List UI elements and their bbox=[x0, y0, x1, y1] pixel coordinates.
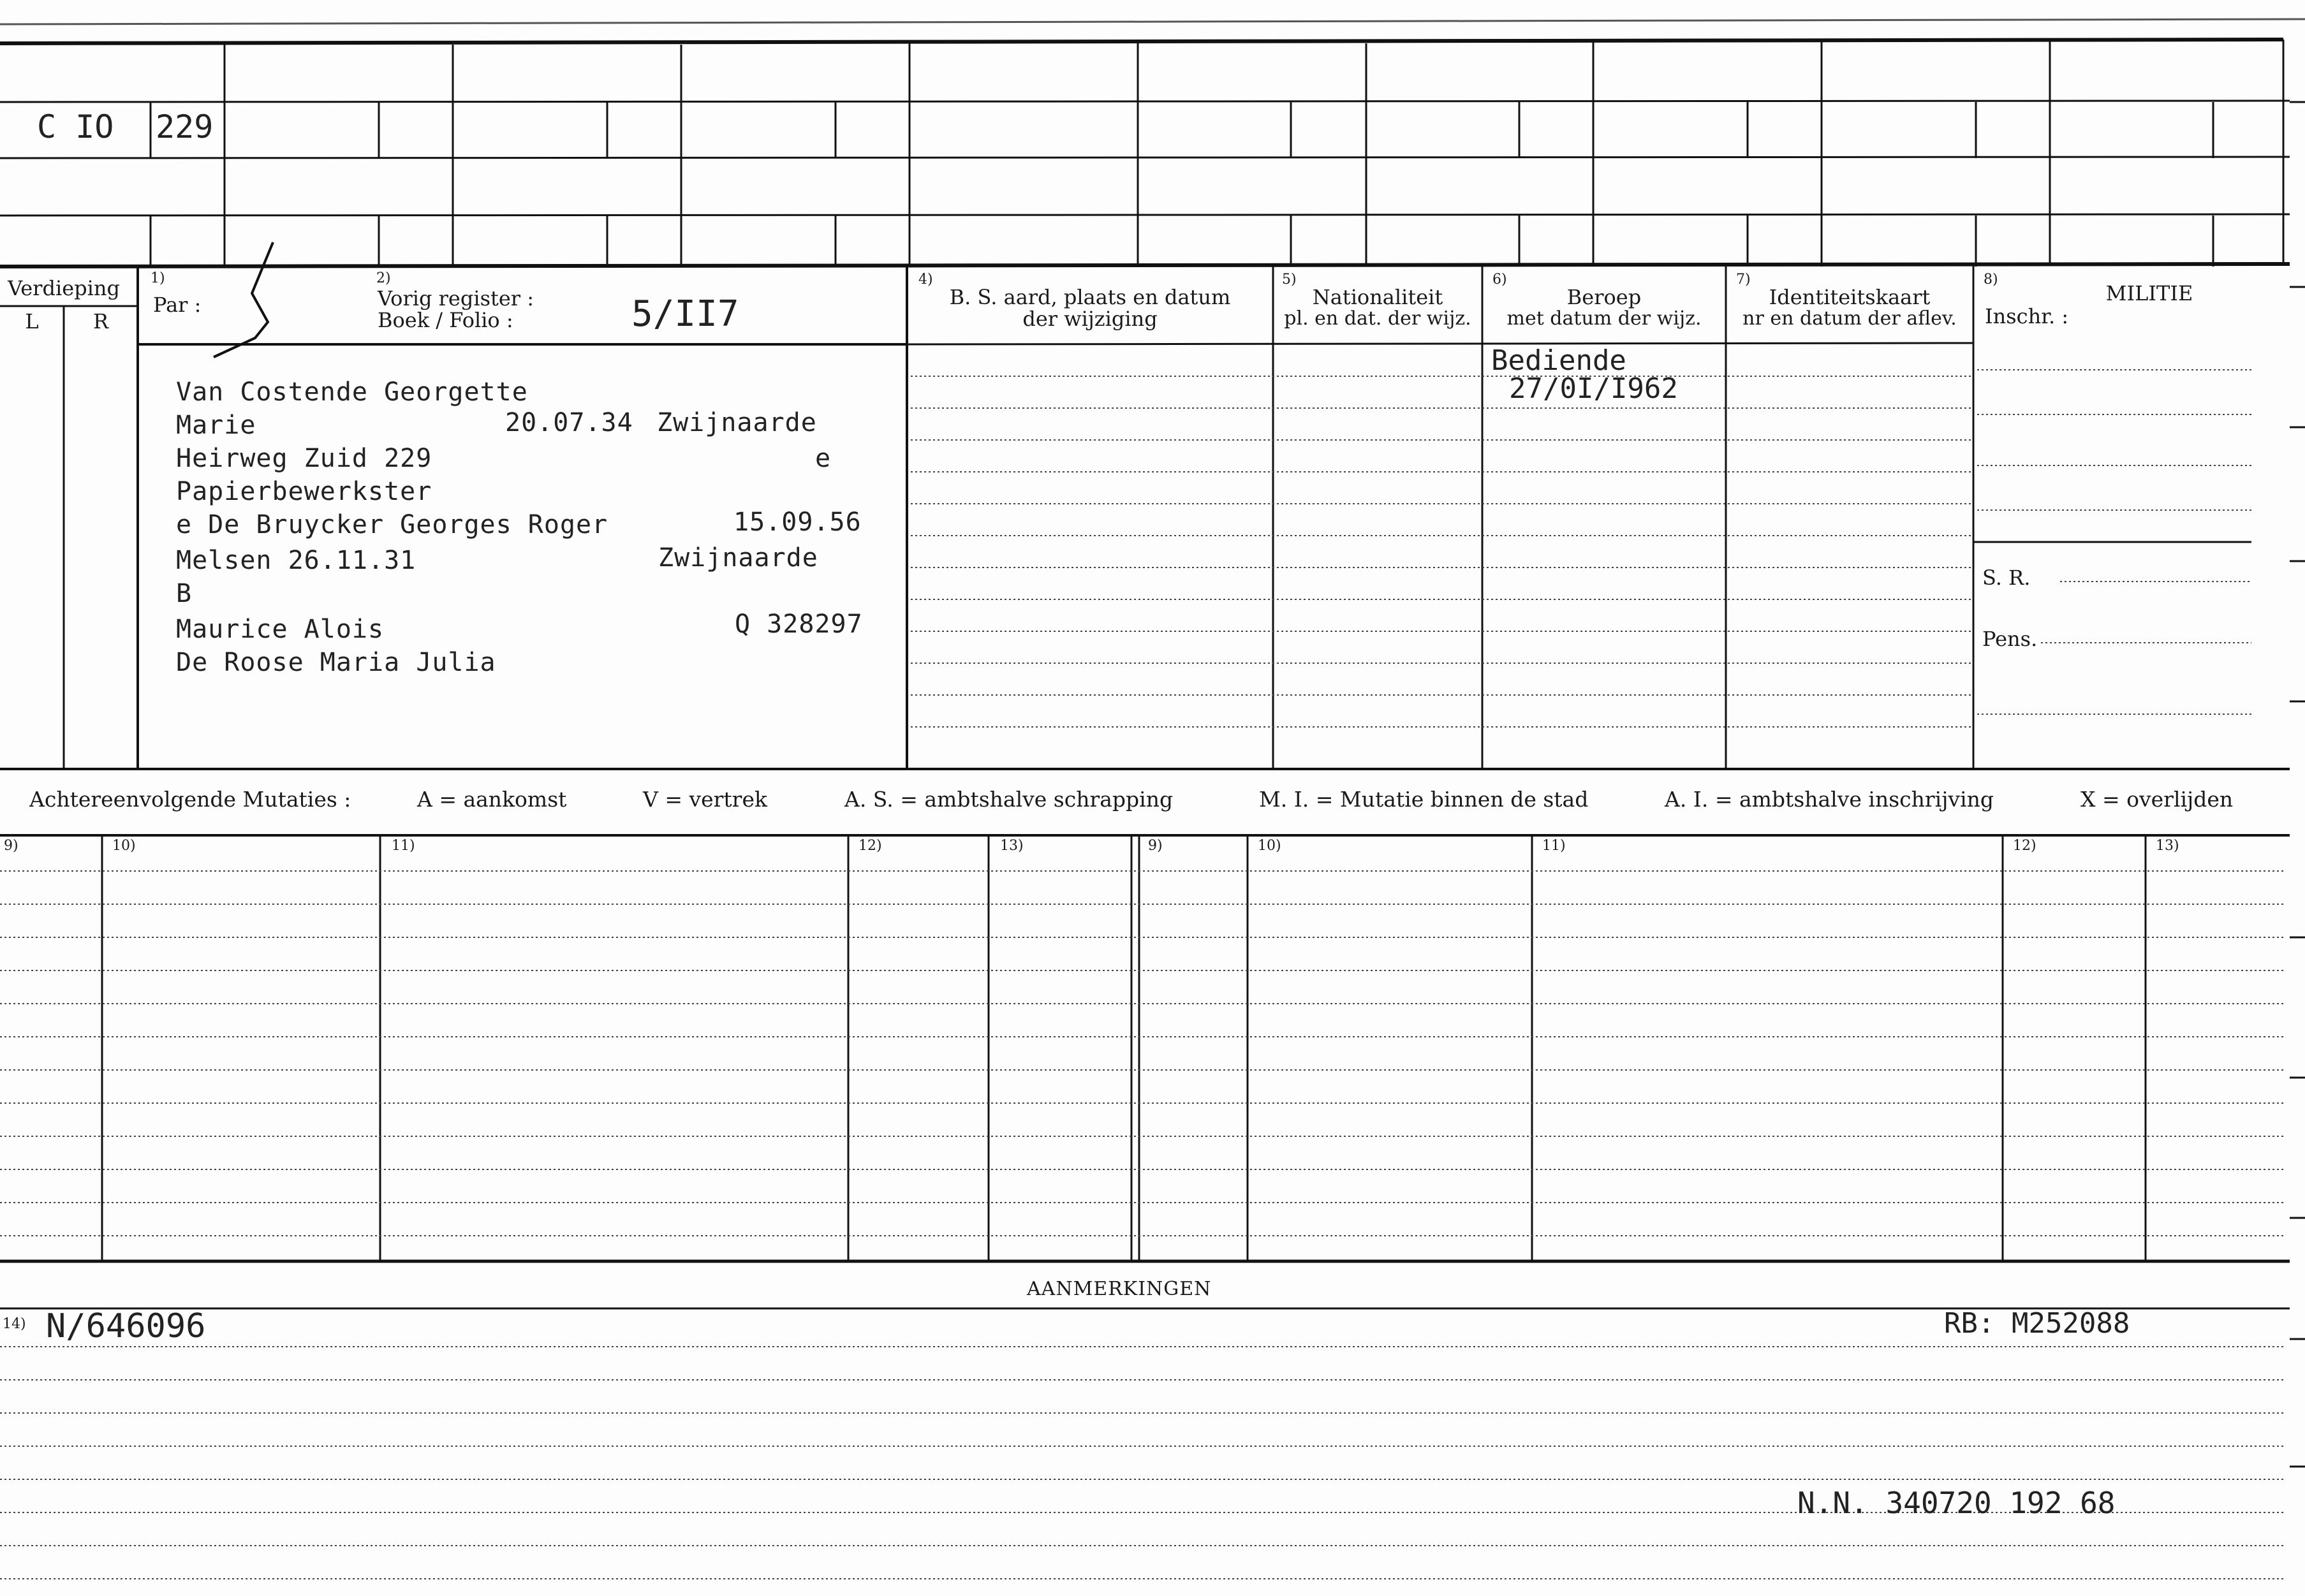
legend-official-registration: A. I. = ambtshalve inschrijving bbox=[1665, 787, 1994, 812]
father-name: Maurice Alois bbox=[176, 615, 385, 644]
id-card-subheader: nr en datum der aflev. bbox=[1742, 307, 1957, 330]
mutation-col-header: 12) bbox=[2013, 838, 2036, 854]
legend-internal-move: M. I. = Mutatie binnen de stad bbox=[1259, 787, 1589, 812]
book-folio-value: 5/II7 bbox=[631, 293, 739, 335]
civil-status-subheader: der wijziging bbox=[1022, 307, 1158, 331]
floor-header: Verdieping bbox=[8, 276, 120, 300]
marriage-place: Zwijnaarde bbox=[658, 543, 818, 573]
mutation-col-header: 11) bbox=[1542, 838, 1566, 854]
spouse: e De Bruycker Georges Roger bbox=[176, 510, 608, 539]
par-label: Par : bbox=[153, 293, 202, 317]
nationality-subheader: pl. en dat. der wijz. bbox=[1284, 307, 1471, 330]
col5-number: 5) bbox=[1282, 272, 1297, 288]
house-number: 229 bbox=[156, 108, 214, 145]
col4-number: 4) bbox=[918, 272, 933, 288]
col1-number: 1) bbox=[151, 270, 165, 286]
militia-header: MILITIE bbox=[2105, 281, 2193, 305]
mutation-col-header: 10) bbox=[1258, 838, 1281, 854]
mutation-col-header: 13) bbox=[2156, 838, 2179, 854]
mutation-col-header: 10) bbox=[112, 838, 136, 854]
floor-right-header: R bbox=[92, 309, 109, 333]
col7-number: 7) bbox=[1736, 272, 1751, 288]
mutation-col-header: 9) bbox=[4, 838, 18, 854]
col6-number: 6) bbox=[1492, 272, 1507, 288]
person-name: Van Costende Georgette bbox=[176, 377, 528, 407]
sr-label: S. R. bbox=[1982, 566, 2031, 590]
id-card-header: Identiteitskaart bbox=[1769, 285, 1931, 309]
occupation-subheader: met datum der wijz. bbox=[1506, 307, 1702, 330]
col8-number: 8) bbox=[1984, 272, 1998, 288]
previous-register-label: Vorig register : bbox=[378, 286, 534, 311]
mutation-col-header: 13) bbox=[1000, 838, 1024, 854]
legend-official-deletion: A. S. = ambtshalve schrapping bbox=[844, 787, 1174, 812]
remarks-number: 14) bbox=[3, 1316, 26, 1332]
marriage-date: 15.09.56 bbox=[733, 508, 862, 537]
mutation-col-header: 9) bbox=[1148, 838, 1163, 854]
remarks-code: N/646096 bbox=[46, 1307, 206, 1345]
nationality-code: B bbox=[176, 579, 193, 608]
spouse-birth: Melsen 26.11.31 bbox=[176, 546, 416, 575]
person-first-name: Marie bbox=[176, 411, 256, 440]
address-mark: e bbox=[815, 444, 832, 473]
occupation-title: Bediende bbox=[1491, 344, 1626, 377]
birth-place: Zwijnaarde bbox=[657, 408, 817, 437]
mutations-legend-title: Achtereenvolgende Mutaties : bbox=[29, 787, 351, 812]
national-number: N.N. 340720 192 68 bbox=[1797, 1486, 2116, 1520]
birth-date: 20.07.34 bbox=[505, 408, 633, 437]
mother-name: De Roose Maria Julia bbox=[176, 648, 496, 677]
occupation-date: 27/0I/I962 bbox=[1509, 372, 1678, 405]
legend-departure: V = vertrek bbox=[643, 787, 767, 812]
remarks-rb-number: RB: M252088 bbox=[1944, 1307, 2130, 1340]
mutation-col-header: 11) bbox=[392, 838, 415, 854]
profession: Papierbewerkster bbox=[176, 477, 432, 506]
pens-label: Pens. bbox=[1982, 627, 2038, 651]
occupation-header: Beroep bbox=[1566, 285, 1642, 309]
remarks-title: AANMERKINGEN bbox=[1027, 1278, 1212, 1300]
col2-number: 2) bbox=[376, 270, 391, 286]
civil-status-header: B. S. aard, plaats en datum bbox=[949, 285, 1231, 309]
nationality-header: Nationaliteit bbox=[1312, 285, 1443, 309]
militia-registration-label: Inschr. : bbox=[1985, 304, 2069, 328]
floor-left-header: L bbox=[25, 309, 39, 333]
code-label: C IO bbox=[37, 108, 114, 145]
legend-death: X = overlijden bbox=[2080, 787, 2234, 812]
mutation-col-header: 12) bbox=[858, 838, 882, 854]
book-folio-label: Boek / Folio : bbox=[378, 308, 513, 332]
legend-arrival: A = aankomst bbox=[417, 787, 567, 812]
registry-code: Q 328297 bbox=[735, 610, 863, 639]
address: Heirweg Zuid 229 bbox=[176, 444, 432, 473]
